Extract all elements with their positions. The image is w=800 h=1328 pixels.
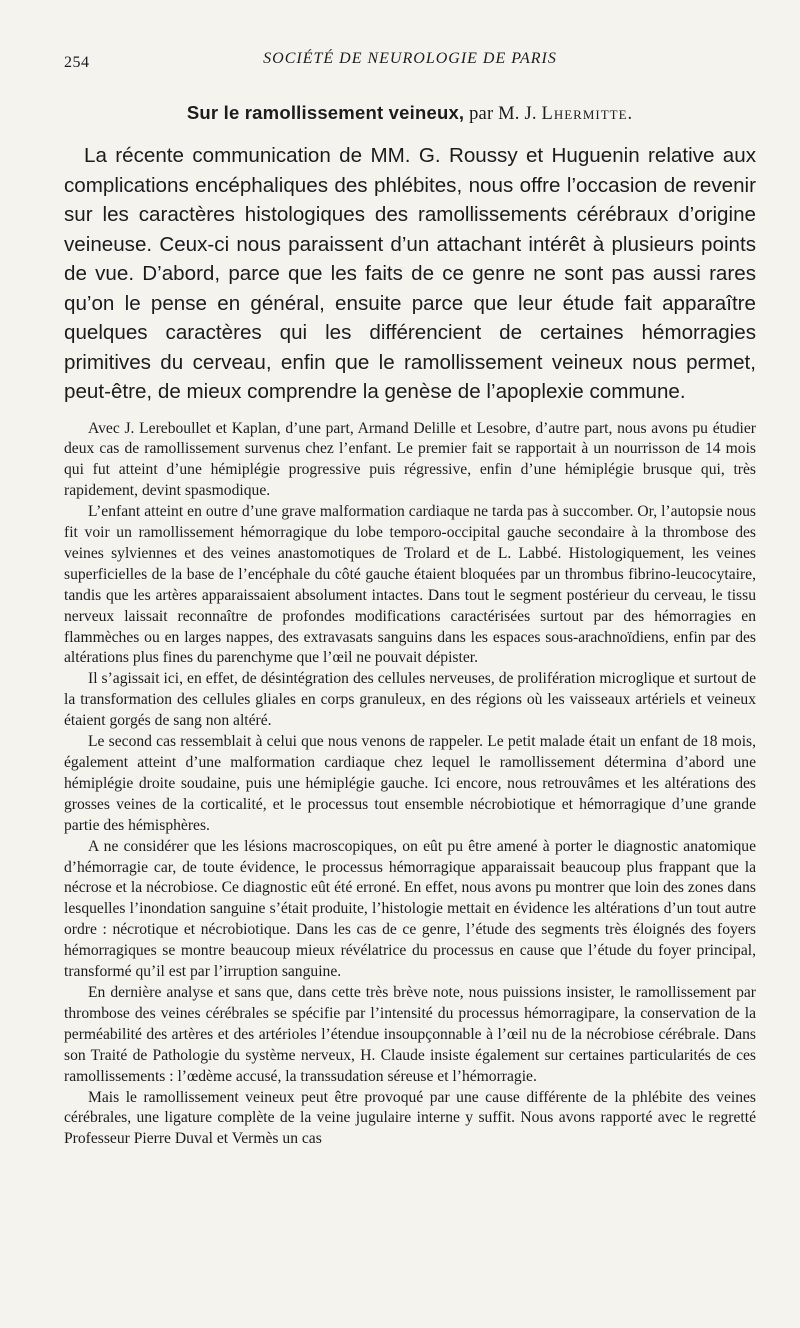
body-paragraph-7: Mais le ramollissement veineux peut être provoqué par une cause différente de la phlébite des veines cérébrales, une ligature complète de la veine jugulaire interne y suffit. Nous avons rapporté avec le regretté Professeur Pierre Duval et Vermès un cas — [64, 1088, 756, 1148]
running-head — [64, 46, 756, 72]
body-paragraph-5: A ne considérer que les lésions macroscopiques, on eût pu être amené à porter le diagnostic anatomique d’hémorragie car, de toute évidence, le processus hémorragique apparaissait beaucoup plus frappant que la nécrose et la nécrobiose. Ce diagnostic eût été erroné. En effet, nous avons pu montrer que loin des zones dans lesquelles l’inondation sanguine s’était produite, l’histologie mettait en évidence les altérations d’un tout autre ordre : nécrotique et nécrobiotique. Dans les cas de ce genre, l’étude des segments très éloignés des foyers hémorragiques se montre beaucoup mieux révélatrice du processus en cause que l’étude du foyer principal, transformé qu’il est par l’irruption sanguine. — [64, 837, 756, 981]
body-paragraph-2: L’enfant atteint en outre d’une grave malformation cardiaque ne tarda pas à succomber. Or, l’autopsie nous fit voir un ramollissement hémorragique du lobe temporo-occipital gauche secondaire à la thrombose des veines sylviennes et des veines anastomotiques de Trolard et de L. Labbé. Histologiquement, les veines superficielles de la base de l’encéphale du côté gauche étaient bloquées par un thrombus fibrino-leucocytaire, tandis que les artères apparaissaient absolument intactes. Dans tout le segment postérieur du cerveau, le tissu nerveux laissait reconnaître de profondes modifications caractérisées surtout par des hémorragies en flammèches ou en larges nappes, des extravasats sanguins dans les espaces sous-arachnoïdiens, enfin par des altérations plus fines du parenchyme que l’œil ne pouvait dépister. — [64, 503, 756, 667]
body-paragraph-3: Il s’agissait ici, en effet, de désintégration des cellules nerveuses, de prolifération microglique et surtout de la transformation des cellules gliales en corps granuleux, en des régions où les vaisseaux artériels et veineux étaient gorgés de sang non altéré. — [64, 670, 756, 730]
abstract-paragraph: La récente communication de MM. G. Roussy et Huguenin relative aux complications encéphaliques des phlébites, nous offre l’occasion de revenir sur les caractères histologiques des ramollissements cérébraux d’origine veineuse. Ceux-ci nous paraissent d’un attachant intérêt à plusieurs points de vue. D’abord, parce que les faits de ce genre ne sont pas aussi rares qu’on le pense en général, ensuite parce que leur étude fait apparaître quelques caractères qui les différencient de certaines hémorragies primitives du cerveau, enfin que le ramollissement veineux nous permet, peut-être, de mieux comprendre la genèse de l’apoplexie commune. — [64, 144, 756, 403]
body-paragraph-4: Le second cas ressemblait à celui que nous venons de rappeler. Le petit malade était un enfant de 18 mois, également atteint d’une malformation cardiaque chez lequel le ramollissement détermina d’abord une hémiplégie droite soudaine, puis une hémiplégie gauche. Ici encore, nous retrouvâmes et les altérations des grosses veines de la corticalité, et le processus tout ensemble nécrobiotique et hémorragique d’une grande partie des hémisphères. — [64, 733, 756, 834]
body-paragraph-1: Avec J. Lereboullet et Kaplan, d’une part, Armand Delille et Lesobre, d’autre part, nous avons pu étudier deux cas de ramollissement survenus chez l’enfant. Le premier fait se rapportait à un nourrisson de 14 mois qui fut atteint d’une hémiplégie progressive puis régressive, enfin d’une hémiplégie brusque qui, très rapidement, devint spasmodique. — [64, 419, 756, 500]
article-byline: par M. J. — [469, 104, 542, 124]
page-number: 254 — [64, 54, 90, 71]
article-title — [64, 102, 756, 125]
article-author: Lhermitte. — [541, 104, 634, 124]
journal-title: SOCIÉTÉ DE NEUROLOGIE DE PARIS — [263, 50, 557, 67]
article-body — [64, 419, 756, 1151]
article-title-main: Sur le ramollissement veineux, — [186, 102, 465, 123]
body-paragraph-6: En dernière analyse et sans que, dans cette très brève note, nous puissions insister, le ramollissement par thrombose des veines cérébrales se spécifie par l’intensité du processus hémorragipare, la conservation de la perméabilité des artères et des artérioles l’étendue insoupçonnable à l’œil nu de la nécrobiose cérébrale. Dans son Traité de Pathologie du système nerveux, H. Claude insiste également sur certaines particularités de ces ramollissements : l’œdème accusé, la transsudation séreuse et l’hémorragie. — [64, 983, 756, 1085]
